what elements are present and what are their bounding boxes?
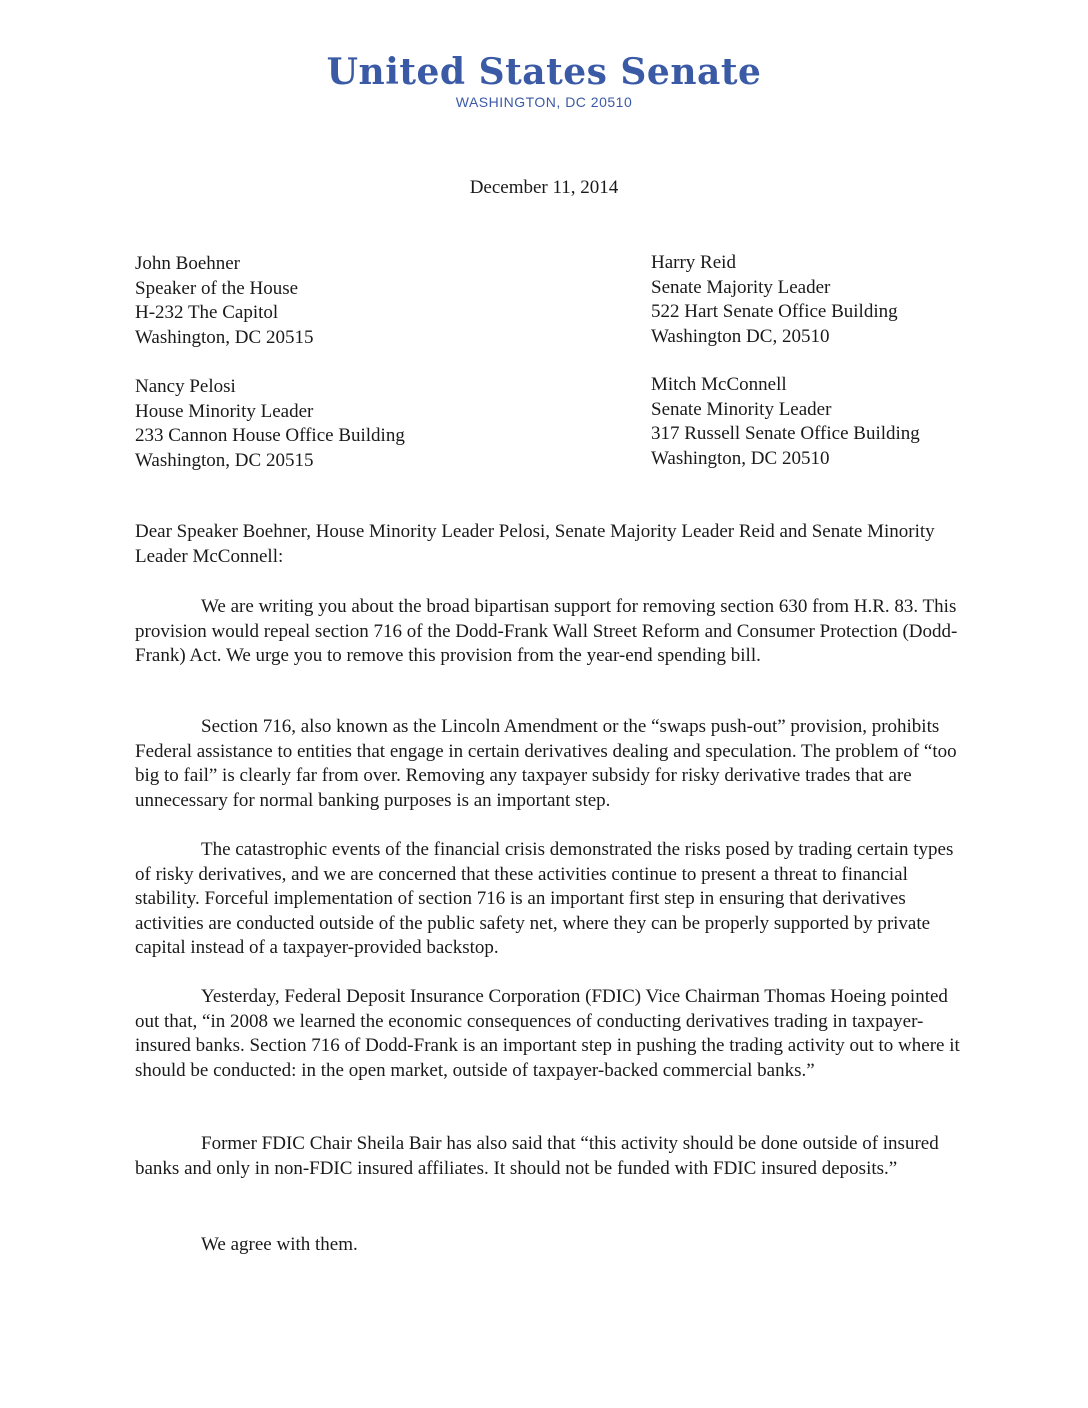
letterhead-title: United States Senate: [326, 51, 762, 93]
addressee-name: Harry Reid: [651, 252, 736, 273]
addressee-city: Washington, DC 20515: [135, 326, 314, 348]
addressee-title: Senate Minority Leader: [651, 398, 832, 420]
paragraph-block-6: [135, 1233, 970, 1258]
addressee-block-reid: [651, 251, 898, 349]
addressee-title: House Minority Leader: [135, 400, 314, 422]
body-paragraph: Yesterday, Federal Deposit Insurance Corporation (FDIC) Vice Chairman Thomas Hoeing pointed out that, “in 2008 we learned the economic consequences of conducting derivatives trading in taxpayer-insured banks. Section 716 of Dodd-Frank is an important step in pushing the trading activity out to where it should be conducted: in the open market, outside of taxpayer-backed commercial banks.”: [135, 986, 960, 1081]
addressee-block-mcconnell: [651, 373, 920, 471]
addressee-block-boehner: [135, 252, 313, 350]
addressee-office: 233 Cannon House Office Building: [135, 425, 405, 446]
addressee-name: Mitch McConnell: [651, 374, 787, 395]
addressee-office: H-232 The Capitol: [135, 302, 279, 323]
letterhead-subtitle: WASHINGTON, DC 20510: [455, 94, 633, 110]
salutation-block: [135, 520, 970, 569]
addressee-city: Washington DC, 20510: [651, 325, 830, 347]
paragraph-block-4: [135, 985, 970, 1083]
addressee-city: Washington, DC 20515: [135, 449, 314, 471]
letterhead: [0, 52, 1088, 110]
paragraph-block-2: [135, 715, 970, 813]
body-paragraph: We are writing you about the broad bipartisan support for removing section 630 from H.R. 83. This provision would repeal section 716 of the Dodd-Frank Wall Street Reform and Consumer Protection (Dodd-Frank) Act. We urge you to remove this provision from the year-end spending bill.: [135, 596, 958, 666]
body-paragraph: The catastrophic events of the financial crisis demonstrated the risks posed by trading certain types of risky derivatives, and we are concerned that these activities continue to present a threat to financial stability. Forceful implementation of section 716 is an important first step in ensuring that derivatives activities are conducted outside of the public safety net, where they can be properly supported by private capital instead of a taxpayer-provided backstop.: [135, 839, 954, 958]
paragraph-block-1: [135, 595, 970, 669]
body-paragraph: Section 716, also known as the Lincoln Amendment or the “swaps push-out” provision, prohibits Federal assistance to entities that engage in certain derivatives dealing and speculation. The problem of “too big to fail” is clearly far from over. Removing any taxpayer subsidy for risky derivative trades that are unnecessary for normal banking purposes is an important step.: [135, 716, 957, 811]
addressee-name: Nancy Pelosi: [135, 376, 236, 397]
addressee-title: Speaker of the House: [135, 277, 299, 299]
body-paragraph: Former FDIC Chair Sheila Bair has also said that “this activity should be done outside of insured banks and only in non-FDIC insured affiliates. It should not be funded with FDIC insured deposits.”: [135, 1133, 939, 1179]
addressee-office: 522 Hart Senate Office Building: [651, 301, 898, 322]
paragraph-block-5: [135, 1132, 970, 1181]
addressee-block-pelosi: [135, 375, 405, 473]
addressee-title: Senate Majority Leader: [651, 276, 831, 298]
letter-date: December 11, 2014: [469, 177, 619, 198]
addressee-name: John Boehner: [135, 253, 241, 274]
salutation: Dear Speaker Boehner, House Minority Leader Pelosi, Senate Majority Leader Reid and Senate Minority Leader McConnell:: [135, 521, 935, 567]
paragraph-block-3: [135, 838, 970, 961]
addressee-office: 317 Russell Senate Office Building: [651, 423, 920, 444]
addressee-city: Washington, DC 20510: [651, 447, 830, 469]
body-paragraph: We agree with them.: [201, 1234, 358, 1255]
